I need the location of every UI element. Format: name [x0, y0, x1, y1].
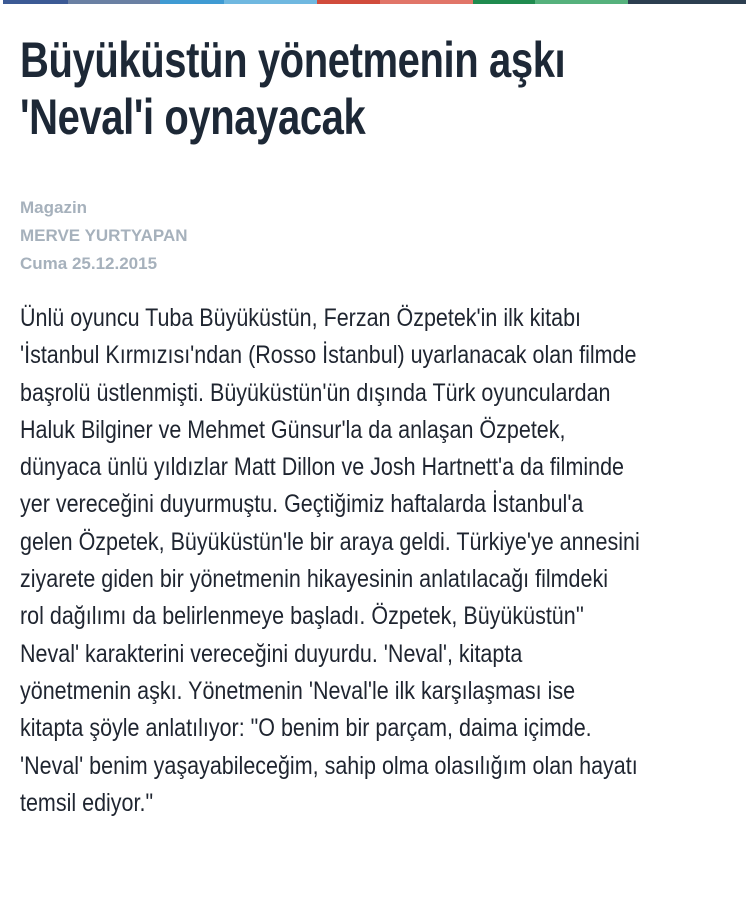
category-link[interactable]: Magazin — [20, 198, 88, 217]
category-color-bar — [3, 0, 746, 4]
color-bar-segment — [473, 0, 535, 4]
publish-date: Cuma 25.12.2015 — [20, 254, 158, 273]
author-name[interactable]: MERVE YURTYAPAN — [20, 226, 188, 245]
color-bar-segment — [68, 0, 160, 4]
color-bar-segment — [628, 0, 746, 4]
color-bar-segment — [160, 0, 224, 4]
title-line: 'Neval'i oynayacak — [20, 89, 366, 145]
body-line: 'Neval' benim yaşayabileceğim, sahip olma olasılığım olan hayatı — [20, 751, 638, 780]
body-line: 'İstanbul Kırmızısı'ndan (Rosso İstanbul) uyarlanacak olan filmde — [20, 341, 637, 370]
body-line: başrolü üstlenmişti. Büyüküstün'ün dışında Türk oyunculardan — [20, 378, 611, 407]
title-line: Büyüküstün yönetmenin aşkı — [20, 32, 566, 88]
color-bar-segment — [224, 0, 317, 4]
article-meta — [20, 194, 188, 278]
color-bar-segment — [317, 0, 380, 4]
body-line: Ünlü oyuncu Tuba Büyüküstün, Ferzan Özpetek'in ilk kitabı — [20, 304, 582, 332]
body-line: yer vereceğini duyurmuştu. Geçtiğimiz haftalarda İstanbul'a — [20, 490, 584, 519]
article-body — [20, 300, 741, 822]
body-line: dünyaca ünlü yıldızlar Matt Dillon ve Josh Hartnett'a da filminde — [20, 453, 625, 482]
body-line: ziyarete giden bir yönetmenin hikayesinin anlatılacağı filmdeki — [20, 565, 608, 594]
body-line: temsil ediyor." — [20, 788, 154, 817]
body-line: kitapta şöyle anlatılıyor: "O benim bir parçam, daima içimde. — [20, 714, 592, 743]
body-line: Neval' karakterini vereceğini duyurdu. 'Neval', kitapta — [20, 639, 523, 668]
body-line: gelen Özpetek, Büyüküstün'le bir araya geldi. Türkiye'ye annesini — [20, 527, 640, 556]
article-title — [20, 32, 702, 146]
body-line: rol dağılımı da belirlenmeye başladı. Özpetek, Büyüküstün'' — [20, 602, 584, 631]
color-bar-segment — [380, 0, 473, 4]
body-line: yönetmenin aşkı. Yönetmenin 'Neval'le ilk karşılaşması ise — [20, 676, 576, 705]
color-bar-segment — [3, 0, 68, 4]
color-bar-segment — [535, 0, 628, 4]
body-line: Haluk Bilginer ve Mehmet Günsur'la da anlaşan Özpetek, — [20, 415, 566, 444]
